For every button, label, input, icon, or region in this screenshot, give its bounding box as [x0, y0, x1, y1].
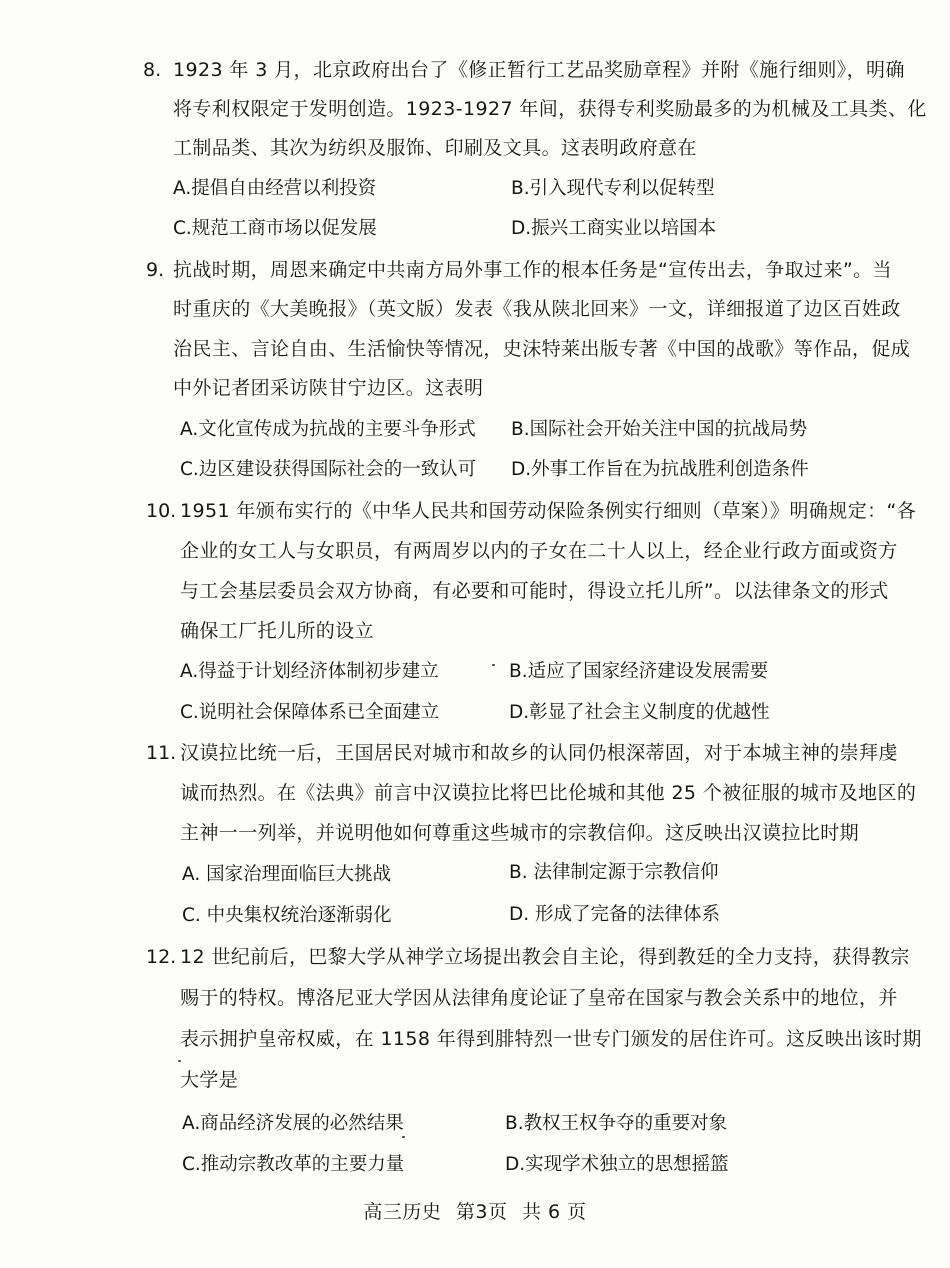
- option-a[interactable]: A.得益于计划经济体制初步建立: [180, 661, 439, 682]
- option-c[interactable]: C.规范工商市场以促发展: [173, 218, 377, 239]
- option-c[interactable]: C.边区建设获得国际社会的一致认可: [180, 459, 477, 480]
- option-b[interactable]: B. 法律制定源于宗教信仰: [509, 862, 719, 883]
- question-text-line: 确保工厂托儿所的设立: [180, 620, 375, 642]
- question-text-line: 12 世纪前后，巴黎大学从神学立场提出教会自主论，得到教廷的全力支持，获得教宗: [180, 946, 910, 968]
- option-b[interactable]: B.适应了国家经济建设发展需要: [509, 661, 769, 682]
- question-text-line: 治民主、言论自由、生活愉快等情况，史沫特莱出版专著《中国的战歌》等作品，促成: [173, 338, 911, 360]
- option-c[interactable]: C.推动宗教改革的主要力量: [182, 1154, 405, 1175]
- option-c[interactable]: C.说明社会保障体系已全面建立: [180, 702, 440, 723]
- question-text-line: 1923 年 3 月，北京政府出台了《修正暂行工艺品奖励章程》并附《施行细则》，明确: [173, 59, 905, 81]
- option-b[interactable]: B.国际社会开始关注中国的抗战局势: [511, 419, 808, 440]
- option-b[interactable]: B.引入现代专利以促转型: [511, 178, 715, 199]
- footer-page-number: 第3页: [455, 1201, 508, 1223]
- question-number: 10.: [146, 500, 177, 522]
- question-text-line: 抗战时期，周恩来确定中共南方局外事工作的根本任务是“宣传出去，争取过来”。当: [173, 259, 892, 281]
- question-text-line: 工制品类、其次为纺织及服饰、印刷及文具。这表明政府意在: [173, 137, 697, 159]
- option-d[interactable]: D.振兴工商实业以培国本: [511, 218, 717, 239]
- option-d[interactable]: D.实现学术独立的思想摇篮: [505, 1154, 729, 1175]
- option-a[interactable]: A. 国家治理面临巨大挑战: [182, 864, 392, 885]
- scan-speck: [492, 664, 495, 666]
- scan-speck: [402, 1136, 405, 1138]
- question-number: 9.: [146, 259, 165, 281]
- option-b[interactable]: B.教权王权争夺的重要对象: [505, 1113, 728, 1134]
- option-a[interactable]: A.文化宣传成为抗战的主要斗争形式: [180, 419, 476, 440]
- option-a[interactable]: A.提倡自由经营以利投资: [173, 178, 377, 199]
- question-text-line: 大学是: [180, 1069, 239, 1091]
- page-footer: [0, 1200, 950, 1224]
- question-text-line: 主神一一列举，并说明他如何尊重这些城市的宗教信仰。这反映出汉谟拉比时期: [180, 822, 860, 844]
- question-text-line: 时重庆的《大美晚报》（英文版）发表《我从陕北回来》一文，详细报道了边区百姓政: [173, 298, 901, 320]
- option-c[interactable]: C. 中央集权统治逐渐弱化: [182, 905, 392, 926]
- option-a[interactable]: A.商品经济发展的必然结果: [182, 1113, 404, 1134]
- footer-subject: 高三历史: [363, 1201, 442, 1223]
- scan-speck: [178, 1060, 181, 1062]
- question-text-line: 1951 年颁布实行的《中华人民共和国劳动保险条例实行细则（草案）》明确规定：“各: [180, 500, 917, 522]
- footer-total-pages: 共 6 页: [522, 1201, 587, 1223]
- question-text-line: 表示拥护皇帝权威，在 1158 年得到腓特烈一世专门颁发的居住许可。这反映出该时期: [180, 1028, 922, 1050]
- question-number: 11.: [146, 742, 177, 764]
- question-text-line: 汉谟拉比统一后，王国居民对城市和故乡的认同仍根深蒂固，对于本城主神的崇拜虔: [180, 742, 898, 764]
- question-text-line: 企业的女工人与女职员，有两周岁以内的子女在二十人以上，经企业行政方面或资方: [180, 540, 898, 562]
- option-d[interactable]: D. 形成了完备的法律体系: [509, 904, 721, 925]
- option-d[interactable]: D.外事工作旨在为抗战胜利创造条件: [511, 459, 809, 480]
- question-text-line: 与工会基层委员会双方协商，有必要和可能时，得设立托儿所”。以法律条文的形式: [180, 580, 889, 602]
- option-d[interactable]: D.彰显了社会主义制度的优越性: [509, 702, 770, 723]
- question-text-line: 将专利权限定于发明创造。1923-1927 年间，获得专利奖励最多的为机械及工具类、化: [173, 98, 927, 120]
- question-text-line: 赐于的特权。博洛尼亚大学因从法律角度论证了皇帝在国家与教会关系中的地位，并: [180, 987, 898, 1009]
- question-text-line: 诚而热烈。在《法典》前言中汉谟拉比将巴比伦城和其他 25 个被征服的城市及地区的: [180, 782, 917, 804]
- question-text-line: 中外记者团采访陕甘宁边区。这表明: [173, 377, 484, 399]
- question-number: 8.: [143, 59, 162, 81]
- question-number: 12.: [146, 946, 177, 968]
